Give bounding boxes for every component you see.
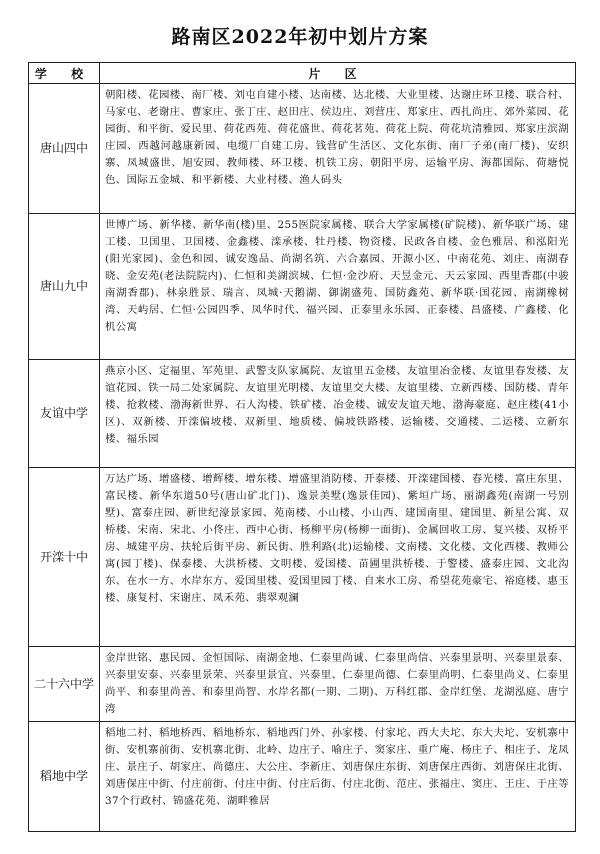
table-row [29, 214, 576, 360]
table-row [29, 647, 576, 722]
school-name: 二十六中学 [29, 647, 100, 722]
school-name: 友谊中学 [29, 360, 100, 468]
area-list: 金岸世铭、惠民园、金恒国际、南湖金地、仁泰里尚诚、仁泰里尚信、兴泰里景明、兴泰里景泰、兴泰里安泰、兴泰里景荣、兴泰里景宜、兴泰里、仁泰里尚德、仁泰里尚明、仁泰里尚义、仁泰里尚平、和泰里尚善、和泰里尚智、水岸名都(一期、二期)、万科红郡、金岸红堡、龙湖泓庭、唐宁湾 [100, 647, 576, 722]
district-table [28, 62, 576, 832]
page-title: 路南区2022年初中划片方案 [171, 26, 429, 48]
area-list: 朝阳楼、花园楼、南厂楼、刘屯自建小楼、达南楼、达北楼、大业里楼、达谢庄环卫楼、联合村、马家屯、老谢庄、曹家庄、张丁庄、赵田庄、侯边庄、刘营庄、郑家庄、西扎尚庄、郊外菜园、花园街、和平街、爱民里、荷花西苑、荷花盛世、荷花茗苑、荷花上院、荷花坑清雅园、郑家庄滨湖庄园、西越河越康新园、电缆厂自建工房、钱营矿生活区、文化东街、南厂子弟(南厂楼)、安织寨、凤城盛世、旭安园、教师楼、环卫楼、机铁工房、朝阳平房、运输平房、海都国际、荷塘悦色、国际五金城、和平新楼、大业村楼、渔人码头 [100, 84, 576, 214]
area-list: 万达广场、增盛楼、增辉楼、增东楼、增盛里消防楼、开泰楼、开滦建国楼、春光楼、富庄东里、富民楼、新华东道50号(唐山矿北门)、逸景美墅(逸景佳园)、紫垣广场、丽湖鑫苑(南湖一号别墅)、富泰庄园、新世纪濠景家园、苑南楼、小山楼、小山西、建国南里、建国里、新星公寓、双桥楼、宋南、宋北、小佟庄、西中心街、杨柳平房(杨柳一面街)、金属回收工房、复兴楼、双桥平房、城建平房、扶轮后街平房、新民街、胜利路(北)运输楼、文南楼、文化楼、文化西楼、教师公寓(园丁楼)、保泰楼、大洪桥楼、文明楼、爱国楼、苗圃里洪桥楼、于警楼、盛泰庄园、文北沟东、在水一方、水岸东方、爱国里楼、爱国里园丁楼、自来水工房、希望花苑豪宅、裕庭楼、惠玉楼、康复村、宋谢庄、凤禾苑、翡翠观澜 [100, 468, 576, 647]
school-name: 唐山九中 [29, 214, 100, 360]
table-row [29, 84, 576, 214]
area-list: 稻地二村、稻地桥西、稻地桥东、稻地西门外、孙家楼、付家坨、西大夫坨、东大夫坨、安机寨中街、安机寨前街、安机寨北街、北岭、边庄子、喻庄子、窦家庄、重广庵、杨庄子、相庄子、龙凤庄、景庄子、胡家庄、尚德庄、大公庄、李新庄、刘唐保庄东街、刘唐保庄西街、刘唐保庄北街、刘唐保庄中街、付庄前街、付庄中街、付庄后街、付庄北街、范庄、张福庄、窦庄、王庄、于庄等37个行政村、锦盛花苑、湖畔雅居 [100, 722, 576, 832]
area-list: 燕京小区、定福里、军苑里、武警支队家属院、友谊里五金楼、友谊里冶金楼、友谊里春发楼、友谊花园、铁一局二处家属院、友谊里光明楼、友谊里交大楼、友谊里楼、立新西楼、国防楼、青年楼、抢救楼、渤海新世界、石人沟楼、铁矿楼、冶金楼、诚安友谊天地、渤海豪庭、赵庄楼(41小区)、双新楼、开滦偏坡楼、双新里、地质楼、偏坡铁路楼、运输楼、交通楼、二运楼、立新东楼、福乐园 [100, 360, 576, 468]
table-header-row [29, 63, 576, 84]
school-name: 开滦十中 [29, 468, 100, 647]
header-area: 片 区 [100, 63, 576, 84]
header-school: 学 校 [29, 63, 100, 84]
area-list: 世博广场、新华楼、新华南(楼)里、255医院家属楼、联合大学家属楼(矿院楼)、新华联广场、建工楼、卫国里、卫国楼、金鑫楼、滦承楼、牡丹楼、物资楼、民政各自楼、金色雅居、和泓阳光(阳光家园)、金色和园、诚安逸品、尚湖名筑、六合嘉园、开源小区、中南花苑、刘庄、南湖春晓、金安苑(老法院院内)、仁恒和美湖滨城、仁恒·金沙府、天昱金元、天云家园、西里香郡(中骏南湖香郡)、林泉胜景、瑞言、凤城·天鹅湖、御湖盛苑、国防鑫苑、新华联·国花园、南湖橡树湾、天屿居、仁恒·公园四季、凤华时代、福兴园、正泰里永乐园、正泰楼、昌盛楼、广鑫楼、化机公寓 [100, 214, 576, 360]
school-name: 稻地中学 [29, 722, 100, 832]
school-name: 唐山四中 [29, 84, 100, 214]
table-row [29, 722, 576, 832]
table-row [29, 468, 576, 647]
table-row [29, 360, 576, 468]
